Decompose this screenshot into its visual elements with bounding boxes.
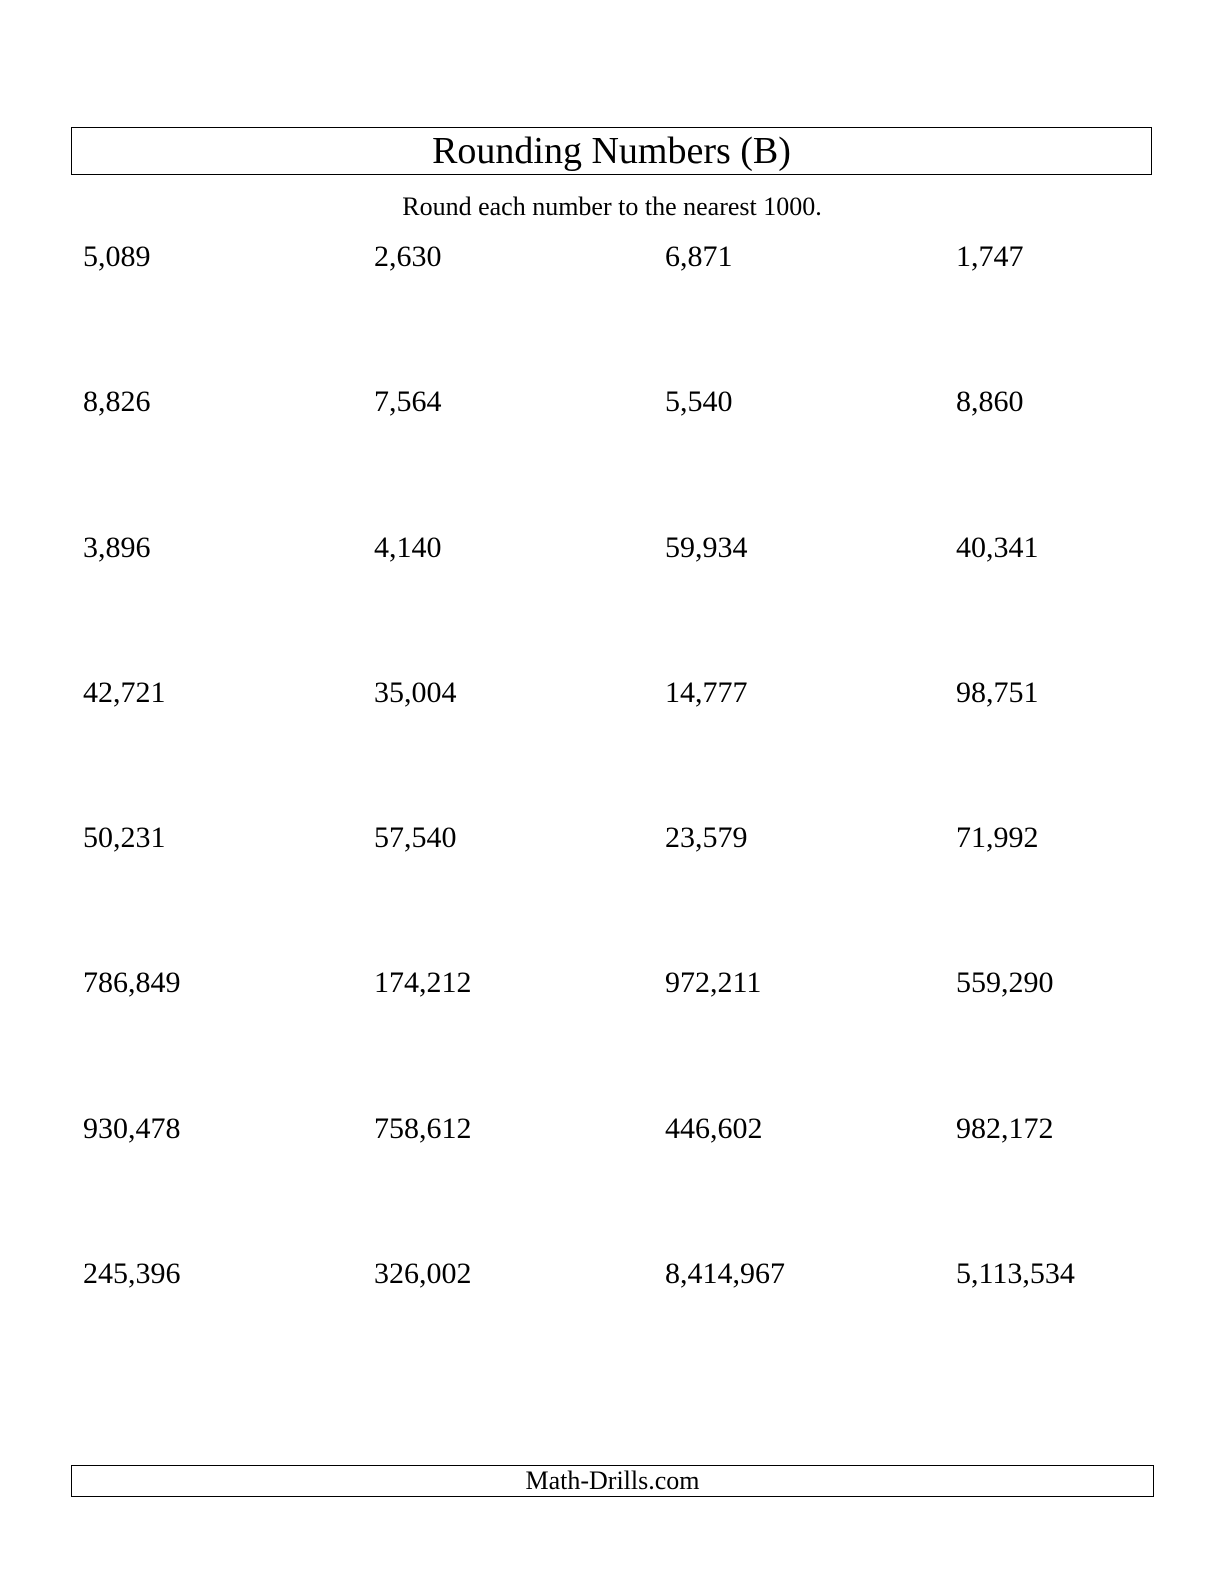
problem-number: 5,089 bbox=[83, 240, 151, 273]
problem-number: 35,004 bbox=[374, 675, 457, 709]
problem-number: 59,934 bbox=[665, 530, 748, 564]
problem-number: 982,172 bbox=[956, 1111, 1054, 1145]
problem-number: 174,212 bbox=[374, 966, 472, 1000]
problem-number: 2,630 bbox=[374, 240, 442, 273]
problem-number: 5,540 bbox=[665, 385, 733, 419]
problem-row bbox=[83, 531, 1183, 676]
problem-number: 8,826 bbox=[83, 385, 151, 419]
problem-number: 559,290 bbox=[956, 966, 1054, 1000]
problem-number: 446,602 bbox=[665, 1111, 763, 1145]
instructions: Round each number to the nearest 1000. bbox=[402, 192, 822, 221]
problem-number: 930,478 bbox=[83, 1111, 181, 1145]
problem-number: 786,849 bbox=[83, 966, 181, 1000]
problem-number: 42,721 bbox=[83, 675, 166, 709]
problem-row bbox=[83, 385, 1183, 530]
problem-number: 8,414,967 bbox=[665, 1257, 785, 1291]
problem-row bbox=[83, 821, 1183, 966]
problem-number: 1,747 bbox=[956, 240, 1024, 273]
problem-number: 758,612 bbox=[374, 1111, 472, 1145]
title-box bbox=[71, 127, 1152, 175]
problem-number: 40,341 bbox=[956, 530, 1039, 564]
problem-number: 98,751 bbox=[956, 675, 1039, 709]
problem-number: 5,113,534 bbox=[956, 1257, 1075, 1291]
problem-grid bbox=[83, 240, 1183, 1402]
problem-number: 14,777 bbox=[665, 675, 748, 709]
problem-number: 23,579 bbox=[665, 821, 748, 855]
problem-number: 8,860 bbox=[956, 385, 1024, 419]
footer-box bbox=[71, 1465, 1154, 1497]
problem-row bbox=[83, 1112, 1183, 1257]
problem-row bbox=[83, 1257, 1183, 1402]
page-title: Rounding Numbers (B) bbox=[432, 130, 791, 172]
problem-number: 71,992 bbox=[956, 821, 1039, 855]
problem-number: 3,896 bbox=[83, 530, 151, 564]
problem-number: 326,002 bbox=[374, 1257, 472, 1291]
problem-number: 972,211 bbox=[665, 966, 762, 1000]
footer-credit: Math-Drills.com bbox=[525, 1466, 700, 1495]
problem-number: 6,871 bbox=[665, 240, 733, 273]
problem-row bbox=[83, 240, 1183, 385]
problem-row bbox=[83, 966, 1183, 1111]
problem-number: 4,140 bbox=[374, 530, 442, 564]
problem-row bbox=[83, 676, 1183, 821]
problem-number: 7,564 bbox=[374, 385, 442, 419]
problem-number: 57,540 bbox=[374, 821, 457, 855]
problem-number: 50,231 bbox=[83, 821, 166, 855]
problem-number: 245,396 bbox=[83, 1257, 181, 1291]
